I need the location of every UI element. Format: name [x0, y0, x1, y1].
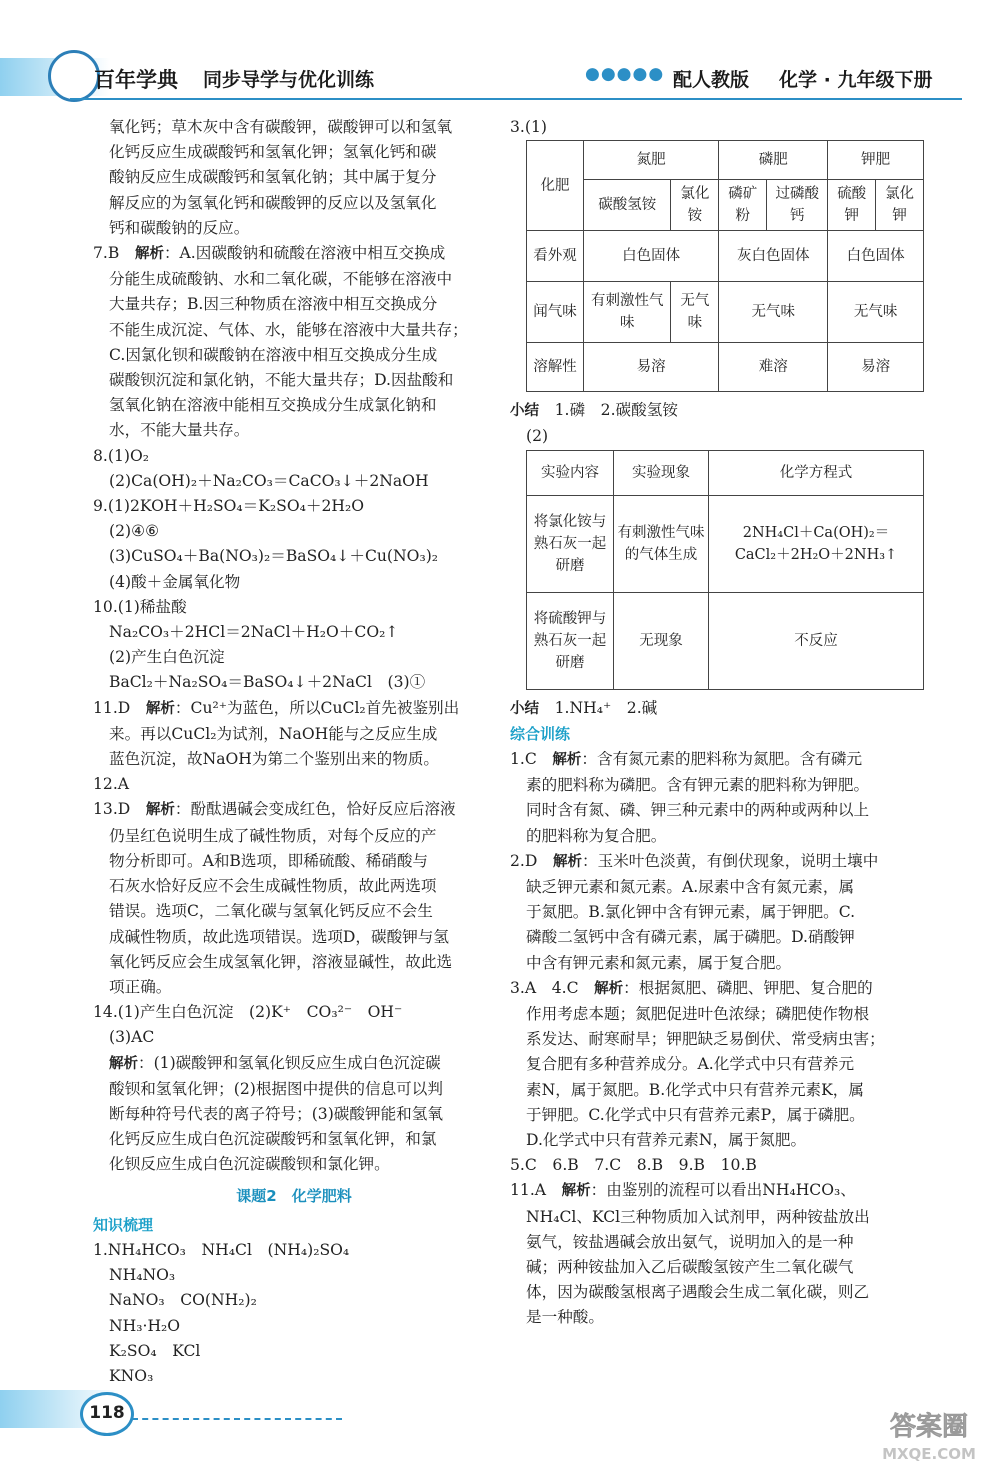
table-cell: 化肥 [527, 141, 584, 231]
formula-line: NH₄NO₃ [109, 1266, 176, 1285]
section-knowledge: 知识梳理 [93, 1215, 154, 1234]
answer-11 [93, 696, 495, 773]
analysis-label: 解析 [553, 853, 582, 870]
experiment-table [526, 450, 924, 690]
answer-r2 [510, 849, 925, 976]
table-cell: 易溶 [584, 343, 719, 392]
answer-14 [93, 1000, 495, 1177]
table-cell: 易溶 [828, 343, 924, 392]
equation-line: Na₂CO₃＋2HCl＝2NaCl＋H₂O＋CO₂↑ [109, 623, 399, 642]
right-column [510, 115, 925, 1331]
question-3-label: 3.(1) [510, 118, 547, 136]
text-line: 蓝色沉淀，故NaOH为第二个鉴别出来的物质。 [109, 750, 440, 769]
table-cell: 过磷酸钙 [767, 180, 828, 231]
answer-8 [93, 444, 495, 494]
text-line: 复合肥有多种营养成分。A.化学式中只有营养元 [526, 1055, 855, 1074]
text-line: (2)产生白色沉淀 [109, 648, 225, 667]
answer-number: 1.C [510, 750, 537, 769]
text-line: ：酚酞遇碱会变成红色，恰好反应后溶液 [174, 800, 456, 819]
text-line: NH₄Cl、KCl三种物质加入试剂甲，两种铵盐放出 [526, 1207, 870, 1226]
text-line: 错误。选项C，二氧化碳与氢氧化钙反应不会生 [109, 902, 433, 921]
answer-number: 3.A 4.C [510, 978, 579, 997]
answer-6-continued [93, 115, 495, 241]
text-line: 化钙反应生成碳酸钙和氢氧化钾；氢氧化钙和碳 [109, 143, 437, 162]
text-line: 同时含有氮、磷、钾三种元素中的两种或两种以上 [526, 801, 870, 820]
page-number: 118 [80, 1392, 134, 1436]
text-line: 1.NH₄⁺ 2.碱 [554, 698, 658, 717]
analysis-label: 解析 [145, 700, 175, 717]
equation-cell [709, 495, 924, 592]
table-cell: 有刺激性气味的气体生成 [614, 495, 709, 592]
text-line: 酸钠反应生成碳酸钙和氢氧化钠；其中属于复分 [109, 168, 437, 187]
equation-line: (2)Ca(OH)₂＋Na₂CO₃＝CaCO₃↓＋2NaOH [109, 471, 429, 490]
text-line: 解反应的为氢氧化钙和碳酸钾的反应以及氢氧化 [109, 193, 437, 212]
text-line: 化钙反应生成白色沉淀碳酸钙和氢氧化钾，和氯 [109, 1130, 437, 1149]
summary-2 [510, 696, 925, 722]
table-cell: 氮肥 [584, 141, 719, 180]
table-header: 化学方程式 [709, 450, 924, 495]
table-cell: 白色固体 [584, 231, 719, 282]
text-line: 物分析即可。A和B选项，即稀硫酸、稀硝酸与 [109, 851, 429, 870]
answer-r1 [510, 747, 925, 849]
table-cell: 磷肥 [719, 141, 828, 180]
formula-line: 1.NH₄HCO₃ NH₄Cl (NH₄)₂SO₄ [93, 1240, 350, 1259]
equation-line: 9.(1)2KOH＋H₂SO₄＝K₂SO₄＋2H₂O [93, 497, 365, 516]
answer-r5-10: 5.C 6.B 7.C 8.B 9.B 10.B [510, 1156, 757, 1175]
header-dots: ●●●●● [585, 64, 665, 84]
summary-1 [510, 398, 925, 424]
part-2-label: (2) [526, 427, 549, 446]
text-line: ：含有氮元素的肥料称为氮肥。含有磷元 [581, 750, 863, 769]
equation-line: BaCl₂＋Na₂SO₄＝BaSO₄↓＋2NaCl (3)① [109, 673, 426, 692]
answer-number: 13.D [93, 800, 131, 819]
table-cell: 无气味 [828, 282, 924, 343]
svg-text:MXQE.COM: MXQE.COM [882, 1445, 976, 1463]
subject-label: 化学 · 九年级下册 [779, 69, 933, 91]
table-cell: 无气味 [719, 282, 828, 343]
text-line: 碳酸钡沉淀和氯化钠，不能大量共存；D.因盐酸和 [109, 371, 454, 390]
text-line: ：玉米叶色淡黄，有倒伏现象，说明土壤中 [582, 851, 879, 870]
svg-text:答案圈: 答案圈 [889, 1412, 969, 1442]
text-line: 是一种酸。 [526, 1308, 604, 1327]
text-line: 化钡反应生成白色沉淀碳酸钡和氯化钾。 [109, 1155, 390, 1174]
table-cell: 将氯化铵与熟石灰一起研磨 [527, 495, 614, 592]
text-line: 缺乏钾元素和氮元素。A.尿素中含有氮元素，属 [526, 878, 855, 897]
text-line: (3)AC [109, 1028, 155, 1047]
text-line: (2)④⑥ [109, 522, 160, 541]
table-cell: 磷矿粉 [719, 180, 767, 231]
formula-line: NaNO₃ CO(NH₂)₂ [109, 1291, 257, 1310]
table-cell: 闻气味 [527, 282, 584, 343]
text-line: 1.磷 2.碳酸氢铵 [554, 401, 678, 420]
text-line: 于钾肥。C.化学式中只有营养元素P，属于磷肥。 [526, 1105, 865, 1124]
table-cell: 看外观 [527, 231, 584, 282]
text-line: 大量共存；B.因三种物质在溶液中相互交换成分 [109, 295, 438, 314]
equation-line: 2NH₄Cl＋Ca(OH)₂＝ [742, 524, 890, 541]
answer-number: 7.B [93, 244, 120, 263]
formula-line: NH₃·H₂O [109, 1316, 181, 1335]
formula-line: KNO₃ [109, 1366, 154, 1385]
table-cell: 硫酸钾 [828, 180, 876, 231]
text-line: 钙和碳酸钠的反应。 [109, 218, 250, 237]
table-cell: 无气味 [671, 282, 719, 343]
formula-line: K₂SO₄ KCl [109, 1341, 201, 1360]
answer-circle-watermark-logo [865, 1405, 993, 1465]
page-header [0, 40, 1000, 102]
lesson-title: 课题2 化学肥料 [236, 1186, 352, 1205]
table-cell: 碳酸氢铵 [584, 180, 671, 231]
text-line: 8.(1)O₂ [93, 446, 150, 465]
text-line: 水，不能大量共存。 [109, 421, 250, 440]
text-line: 氨气，铵盐遇碱会放出氨气，说明加入的是一种 [526, 1232, 854, 1251]
text-line: 酸钡和氢氧化钾；(2)根据图中提供的信息可以判 [109, 1079, 443, 1098]
table-cell: 氯化钾 [876, 180, 924, 231]
text-line: 系发达、耐寒耐旱；钾肥缺乏易倒伏、常受病虫害； [526, 1030, 885, 1049]
text-line: 14.(1)产生白色沉淀 (2)K⁺ CO₃²⁻ OH⁻ [93, 1003, 403, 1022]
table-header: 实验内容 [527, 450, 614, 495]
fertilizer-table [526, 140, 924, 392]
table-cell: 不反应 [709, 592, 924, 689]
edition-label: 配人教版 [673, 69, 750, 91]
equation-line: CaCl₂＋2H₂O＋2NH₃↑ [734, 546, 898, 563]
text-line: 于氮肥。B.氯化钾中含有钾元素，属于钾肥。C. [526, 903, 856, 922]
analysis-label: 解析 [552, 752, 582, 769]
text-line: 氧化钙反应会生成氢氧化钾，溶液显碱性，故此选 [109, 952, 453, 971]
text-line: 分能生成硫酸钠、水和二氧化碳，不能够在溶液中 [109, 270, 453, 289]
answer-r3 [510, 976, 925, 1153]
text-line: 作用考虑本题；氮肥促进叶色浓绿；磷肥使作物根 [526, 1005, 870, 1024]
section-comprehensive: 综合训练 [510, 724, 571, 743]
footer-rule [132, 1418, 342, 1420]
text-line: 仍呈红色说明生成了碱性物质，对每个反应的产 [109, 826, 437, 845]
table-cell: 有刺激性气味 [584, 282, 671, 343]
analysis-label: 解析 [594, 980, 624, 997]
text-line: 10.(1)稀盐酸 [93, 597, 187, 616]
text-line: 断每种符号代表的离子符号；(3)碳酸钾能和氢氧 [109, 1104, 443, 1123]
text-line: 的肥料称为复合肥。 [526, 826, 667, 845]
series-subtitle: 同步导学与优化训练 [203, 69, 375, 91]
answer-r11 [510, 1178, 925, 1330]
table-cell: 钾肥 [828, 141, 924, 180]
text-line: D.化学式中只有营养元素N，属于氮肥。 [526, 1131, 807, 1150]
analysis-label: 解析 [561, 1183, 591, 1200]
left-column [93, 115, 495, 1389]
text-line: 中含有钾元素和氮元素，属于复合肥。 [526, 953, 792, 972]
text-line: ：A.因碳酸钠和硫酸在溶液中相互交换成 [163, 244, 446, 263]
equation-line: (3)CuSO₄＋Ba(NO₃)₂＝BaSO₄↓＋Cu(NO₃)₂ [109, 547, 439, 566]
table-cell: 将硫酸钾与熟石灰一起研磨 [527, 592, 614, 689]
table-cell: 难溶 [719, 343, 828, 392]
answer-13 [93, 797, 495, 1000]
text-line: 碱；两种铵盐加入乙后碳酸氢铵产生二氧化碳气 [526, 1258, 854, 1277]
text-line: ：根据氮肥、磷肥、钾肥、复合肥的 [623, 978, 873, 997]
summary-label: 小结 [510, 403, 539, 420]
text-line: 项正确。 [109, 977, 172, 996]
analysis-label: 解析 [109, 1055, 138, 1072]
analysis-label: 解析 [145, 802, 175, 819]
text-line: 氢氧化钠在溶液中能相互交换成分生成氯化钠和 [109, 396, 437, 415]
answer-7 [93, 241, 495, 444]
table-cell: 白色固体 [828, 231, 924, 282]
text-line: 体，因为碳酸氢根离子遇酸会生成二氧化碳，则乙 [526, 1283, 870, 1302]
answer-10 [93, 595, 495, 696]
text-line: 素的肥料称为磷肥。含有钾元素的肥料称为钾肥。 [526, 776, 870, 795]
answer-number: 11.D [93, 698, 131, 717]
answer-number: 11.A [510, 1181, 547, 1200]
text-line: 石灰水恰好反应不会生成碱性物质，故此两选项 [109, 877, 437, 896]
text-line: 氧化钙；草木灰中含有碳酸钾，碳酸钾可以和氢氧 [109, 118, 453, 136]
knowledge-1 [93, 1238, 495, 1389]
text-line: ：(1)碳酸钾和氢氧化钡反应生成白色沉淀碳 [138, 1053, 441, 1072]
answer-12: 12.A [93, 775, 130, 794]
table-cell: 溶解性 [527, 343, 584, 392]
table-cell: 无现象 [614, 592, 709, 689]
text-line: 素N，属于氮肥。B.化学式中只有营养元素K，属 [526, 1080, 864, 1099]
text-line: ：由鉴别的流程可以看出NH₄HCO₃、 [590, 1181, 856, 1200]
analysis-label: 解析 [134, 246, 164, 263]
text-line: 成碱性物质，故此选项错误。选项D，碳酸钾与氢 [109, 927, 449, 946]
quill-logo-icon [48, 50, 100, 102]
table-header: 实验现象 [614, 450, 709, 495]
text-line: C.因氯化钡和碳酸钠在溶液中相互交换成分生成 [109, 345, 438, 364]
text-line: ：Cu²⁺为蓝色，所以CuCl₂首先被鉴别出 [174, 698, 460, 717]
header-rule [70, 98, 962, 100]
answer-9 [93, 494, 495, 595]
text-line: 不能生成沉淀、气体、水，能够在溶液中大量共存； [109, 320, 468, 339]
text-line: 来。再以CuCl₂为试剂，NaOH能与之反应生成 [109, 724, 438, 743]
summary-label: 小结 [510, 700, 539, 717]
table-cell: 灰白色固体 [719, 231, 828, 282]
brand-title: 百年学典 [94, 68, 178, 92]
table-cell: 氯化铵 [671, 180, 719, 231]
text-line: (4)酸＋金属氧化物 [109, 572, 241, 591]
answer-number: 2.D [510, 851, 538, 870]
text-line: 磷酸二氢钙中含有磷元素，属于磷肥。D.硝酸钾 [526, 928, 855, 947]
